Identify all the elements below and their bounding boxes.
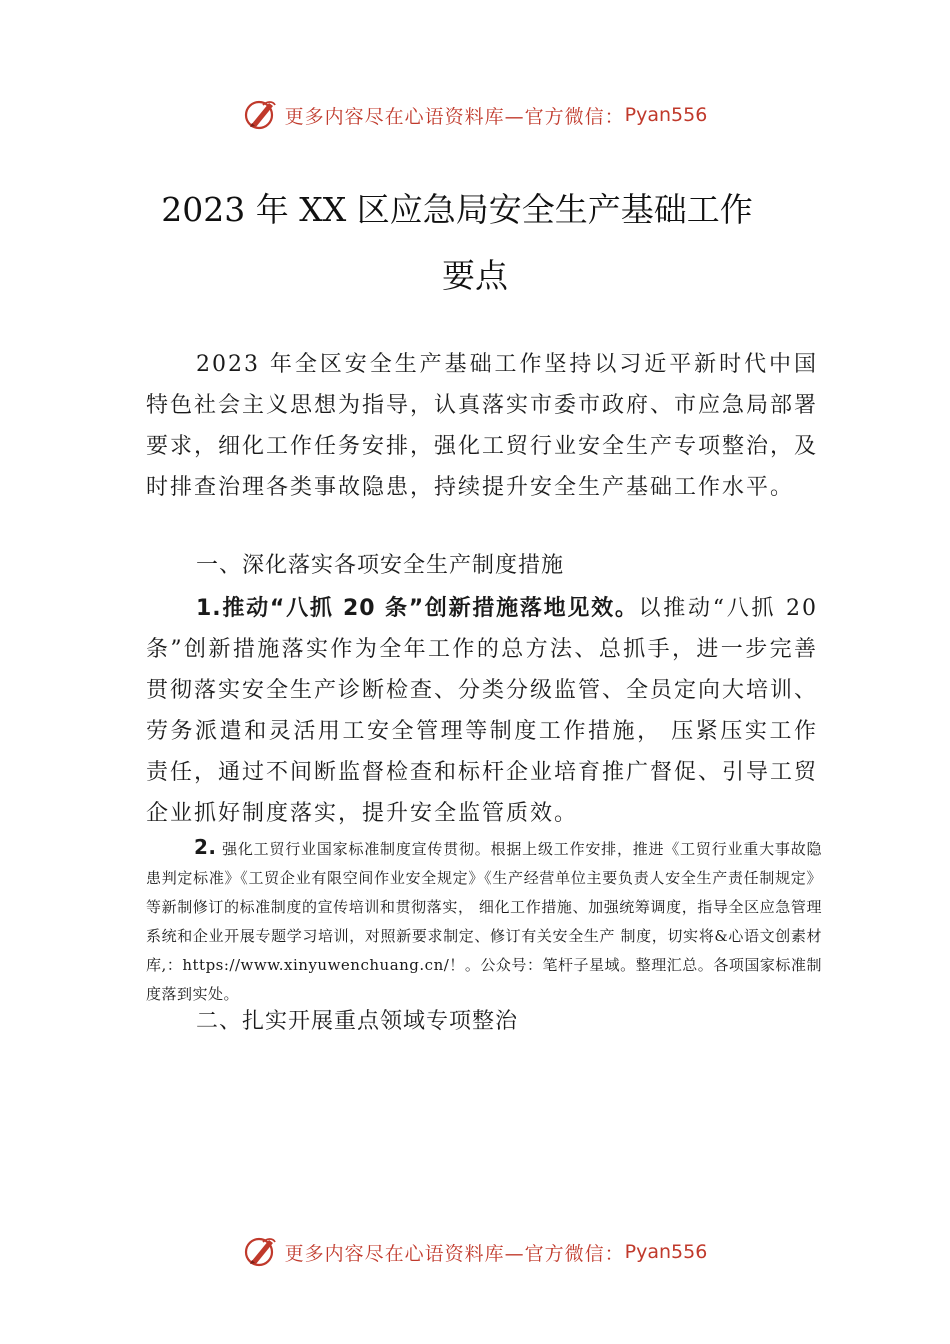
footer-banner bbox=[0, 1232, 950, 1272]
banner-text: 更多内容尽在心语资料库—官方微信： bbox=[284, 1242, 625, 1265]
wechat-id: Pyan556 bbox=[624, 1241, 708, 1263]
banner-text: 更多内容尽在心语资料库—官方微信： bbox=[284, 105, 625, 128]
item1-lead: 1.推动“八抓 20 条”创新措施落地见效。 bbox=[196, 596, 639, 621]
item2-paragraph bbox=[146, 833, 822, 1009]
intro-paragraph: 2023 年全区安全生产基础工作坚持以习近平新时代中国特色社会主义思想为指导，认真落实市委市政府、市应急局部署要求，细化工作任务安排，强化工贸行业安全生产专项整治，及时排查治理各类事故隐患，持续提升安全生产基础工作水平。 bbox=[146, 352, 819, 500]
item2-body: 强化工贸行业国家标准制度宣传贯彻。根据上级工作安排，推进《工贸行业重大事故隐患判定标准》《工贸企业有限空间作业安全规定》《生产经营单位主要负责人安全生产责任制规定》等新制修订的标准制度的宣传培训和贯彻落实， 细化工作措施、加强统筹调度，指导全区应急管理系统和企业开展专题学习培训，对照新要求制定、修订有关安全生产 制度，切实将&心语文创素材库,：https://www.xinyuwenchuang.cn/！。公众号：笔杆子星域。整理汇总。各项国家标准制度落到实处。 bbox=[146, 840, 822, 1003]
pen-nib-logo-icon bbox=[243, 1234, 279, 1270]
section1-heading: 一、深化落实各项安全生产制度措施 bbox=[196, 553, 565, 578]
item1-body: 以推动“八抓 20 条”创新措施落实作为全年工作的总方法、总抓手，进一步完善贯彻落实安全生产诊断检查、分类分级监管、全员定向大培训、劳务派遣和灵活用工安全管理等制度工作措施， 压紧压实工作责任，通过不间断监督检查和标杆企业培育推广督促、引导工贸企业抓好制度落实，提升安全监管质效。 bbox=[146, 596, 819, 826]
header-banner bbox=[0, 95, 950, 135]
item1-paragraph bbox=[146, 588, 818, 834]
section2-heading: 二、扎实开展重点领域专项整治 bbox=[196, 1009, 519, 1034]
document-title-line1: 2023 年 XX 区应急局安全生产基础工作 bbox=[161, 190, 753, 229]
document-title-line2: 要点 bbox=[442, 256, 508, 295]
wechat-id: Pyan556 bbox=[624, 104, 708, 126]
item2-number: 2. bbox=[194, 835, 217, 859]
pen-nib-logo-icon bbox=[243, 97, 279, 133]
